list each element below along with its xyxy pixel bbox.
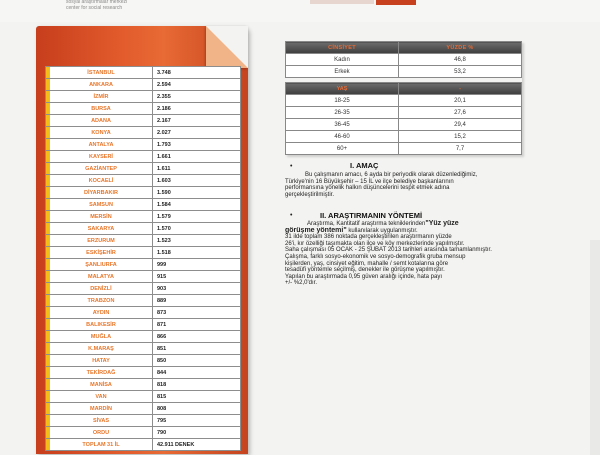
city-name: BURSA [50, 103, 153, 115]
table-row [46, 163, 241, 175]
city-name: TEKİRDAĞ [50, 367, 153, 379]
section-2-line: 26'i, kır özelliği taşımakta olan ilçe ve köy merkezlerinde yapılmıştır. [285, 240, 465, 247]
city-value: 2.355 [153, 91, 241, 103]
city-name: MARDİN [50, 403, 153, 415]
table-row [286, 107, 522, 119]
city-name: VAN [50, 391, 153, 403]
table-row [46, 259, 241, 271]
city-name: ANKARA [50, 79, 153, 91]
city-value: 1.661 [153, 151, 241, 163]
city-value: 1.793 [153, 139, 241, 151]
section-2-line-2b: kullanılarak uygulanmıştır. [346, 227, 418, 234]
city-value: 1.579 [153, 211, 241, 223]
section-2-body [285, 221, 492, 287]
table-row [46, 379, 241, 391]
city-name: ANTALYA [50, 139, 153, 151]
table-row [286, 119, 522, 131]
age-value: 7,7 [399, 143, 522, 155]
city-value: 1.584 [153, 199, 241, 211]
city-value: 795 [153, 415, 241, 427]
age-label: 18-25 [286, 95, 399, 107]
city-value: 1.603 [153, 175, 241, 187]
age-value: 27,6 [399, 107, 522, 119]
table-row [46, 223, 241, 235]
city-value: 42.911 DENEK [153, 439, 241, 451]
city-value: 850 [153, 355, 241, 367]
gender-label: Erkek [286, 66, 399, 78]
city-name: K.MARAŞ [50, 343, 153, 355]
table-row [46, 187, 241, 199]
gender-header-label: CİNSİYET [286, 42, 399, 54]
table-row [46, 67, 241, 79]
table-row [286, 54, 522, 66]
table-row [46, 271, 241, 283]
header-line-2: center for social research [66, 4, 123, 11]
section-1-bullet: • [290, 163, 293, 170]
table-row [46, 199, 241, 211]
city-name: KONYA [50, 127, 153, 139]
table-row [286, 95, 522, 107]
table-row [286, 66, 522, 78]
city-value: 866 [153, 331, 241, 343]
table-row [46, 295, 241, 307]
city-name: MANİSA [50, 379, 153, 391]
section-1-line: Türkiye'nin 16 Büyükşehir – 15 İL ve ilçe belediye başkanlarının [285, 178, 454, 185]
table-row [46, 175, 241, 187]
section-2-line-1b: "Yüz yüze [425, 220, 459, 227]
age-label: 46-60 [286, 131, 399, 143]
table-row [46, 127, 241, 139]
section-2-title: II. ARAŞTIRMANIN YÖNTEMİ [320, 211, 423, 220]
city-value: 2.594 [153, 79, 241, 91]
age-header-value: - [399, 83, 522, 95]
section-2-line: Yapılan bu araştırmada 0,95 güven aralığı içinde, hata payı [285, 273, 442, 280]
city-name: TOPLAM 31 İL [50, 439, 153, 451]
city-name: DİYARBAKIR [50, 187, 153, 199]
city-name: GAZİANTEP [50, 163, 153, 175]
city-value: 1.611 [153, 163, 241, 175]
section-1-line: performansına yönelik halkın düşüncelerini tespit etmek adına [285, 185, 450, 192]
table-row [286, 131, 522, 143]
city-value: 3.748 [153, 67, 241, 79]
age-value: 20,1 [399, 95, 522, 107]
header-text [66, 0, 127, 11]
gender-header-row [286, 42, 522, 54]
top-accent-light [310, 0, 374, 4]
table-row [46, 415, 241, 427]
city-value: 1.570 [153, 223, 241, 235]
city-value: 1.523 [153, 235, 241, 247]
city-name: SAKARYA [50, 223, 153, 235]
city-value: 999 [153, 259, 241, 271]
city-name: ADANA [50, 115, 153, 127]
city-value: 1.518 [153, 247, 241, 259]
demographics-table [285, 41, 522, 155]
city-name: ERZURUM [50, 235, 153, 247]
section-2-line: Çalışma, farklı sosyo-ekonomik ve sosyo-demografik gruba mensup [285, 253, 466, 260]
city-name: DENİZLİ [50, 283, 153, 295]
table-row [46, 211, 241, 223]
city-name: KAYSERİ [50, 151, 153, 163]
section-2-line: tesadüfi yöntemle seçilmiş, denekler ile görüşme yapılmıştır. [285, 267, 445, 274]
city-name: SAMSUN [50, 199, 153, 211]
section-1-line: gerçekleştirilmiştir. [285, 191, 335, 198]
city-name: AYDIN [50, 307, 153, 319]
table-row [46, 247, 241, 259]
city-name: MUĞLA [50, 331, 153, 343]
gender-label: Kadın [286, 54, 399, 66]
table-row [46, 283, 241, 295]
age-label: 36-45 [286, 119, 399, 131]
table-row [46, 427, 241, 439]
age-header-label: YAŞ [286, 83, 399, 95]
age-label: 26-35 [286, 107, 399, 119]
section-2-line [285, 228, 492, 235]
city-name: KOCAELİ [50, 175, 153, 187]
table-row [46, 343, 241, 355]
page-fold-corner [206, 26, 248, 68]
table-row [46, 319, 241, 331]
section-2-line: +/- %2,0'dır. [285, 280, 317, 287]
section-2-line-1a: Araştırma, Kantitatif araştırma tekniklerinden [307, 221, 426, 227]
city-name: SİVAS [50, 415, 153, 427]
table-row [46, 115, 241, 127]
city-value: 2.186 [153, 103, 241, 115]
header-line-1: sosyal araştırmalar merkezi [66, 0, 128, 5]
table-row [46, 79, 241, 91]
table-row [286, 143, 522, 155]
top-accent-bar [376, 0, 416, 5]
section-1-line: Bu çalışmanın amacı, 6 ayda bir periyodik olarak düzenlediğimiz, [305, 172, 478, 178]
age-header-row [286, 83, 522, 95]
city-value: 844 [153, 367, 241, 379]
city-name: İZMİR [50, 91, 153, 103]
city-value: 790 [153, 427, 241, 439]
age-value: 29,4 [399, 119, 522, 131]
age-value: 15,2 [399, 131, 522, 143]
section-2-line-2a: görüşme yöntemi" [285, 226, 347, 234]
gender-value: 53,2 [399, 66, 522, 78]
table-row [46, 403, 241, 415]
city-value: 903 [153, 283, 241, 295]
city-name: İSTANBUL [50, 67, 153, 79]
city-value: 889 [153, 295, 241, 307]
city-name: BALIKESİR [50, 319, 153, 331]
city-value: 2.167 [153, 115, 241, 127]
table-row [46, 307, 241, 319]
page-edge-shadow [590, 240, 600, 455]
age-label: 60+ [286, 143, 399, 155]
table-row [46, 355, 241, 367]
section-2-bullet: • [290, 212, 293, 219]
section-2-line: 31 ilde toplam 386 noktada gerçekleştirilen araştırmanın yüzde [285, 234, 452, 241]
city-value: 1.590 [153, 187, 241, 199]
table-row [46, 439, 241, 451]
table-row [46, 139, 241, 151]
city-name: HATAY [50, 355, 153, 367]
table-row [46, 391, 241, 403]
section-1-title: I. AMAÇ [350, 161, 379, 170]
city-value: 915 [153, 271, 241, 283]
city-name: ŞANLIURFA [50, 259, 153, 271]
city-value: 815 [153, 391, 241, 403]
gender-value: 46,8 [399, 54, 522, 66]
city-value: 851 [153, 343, 241, 355]
city-value: 818 [153, 379, 241, 391]
city-value: 873 [153, 307, 241, 319]
section-2-line: kişilerden, yaş, cinsiyet eğitim, mahalle / semt kotalarına göre [285, 260, 449, 267]
city-name: TRABZON [50, 295, 153, 307]
table-row [46, 103, 241, 115]
city-value: 808 [153, 403, 241, 415]
table-row [46, 151, 241, 163]
table-row [46, 367, 241, 379]
city-table [45, 66, 241, 451]
table-row [46, 235, 241, 247]
city-name: MALATYA [50, 271, 153, 283]
city-value: 871 [153, 319, 241, 331]
table-row [46, 331, 241, 343]
city-name: ESKİŞEHİR [50, 247, 153, 259]
city-value: 2.027 [153, 127, 241, 139]
section-1-body [285, 172, 477, 198]
city-name: ORDU [50, 427, 153, 439]
city-name: MERSİN [50, 211, 153, 223]
table-row [46, 91, 241, 103]
section-2-line: Saha çalışması 05 OCAK - 25 ŞUBAT 2013 tarihleri arasında tamamlanmıştır. [285, 247, 492, 254]
gender-header-percent: YÜZDE % [399, 42, 522, 54]
